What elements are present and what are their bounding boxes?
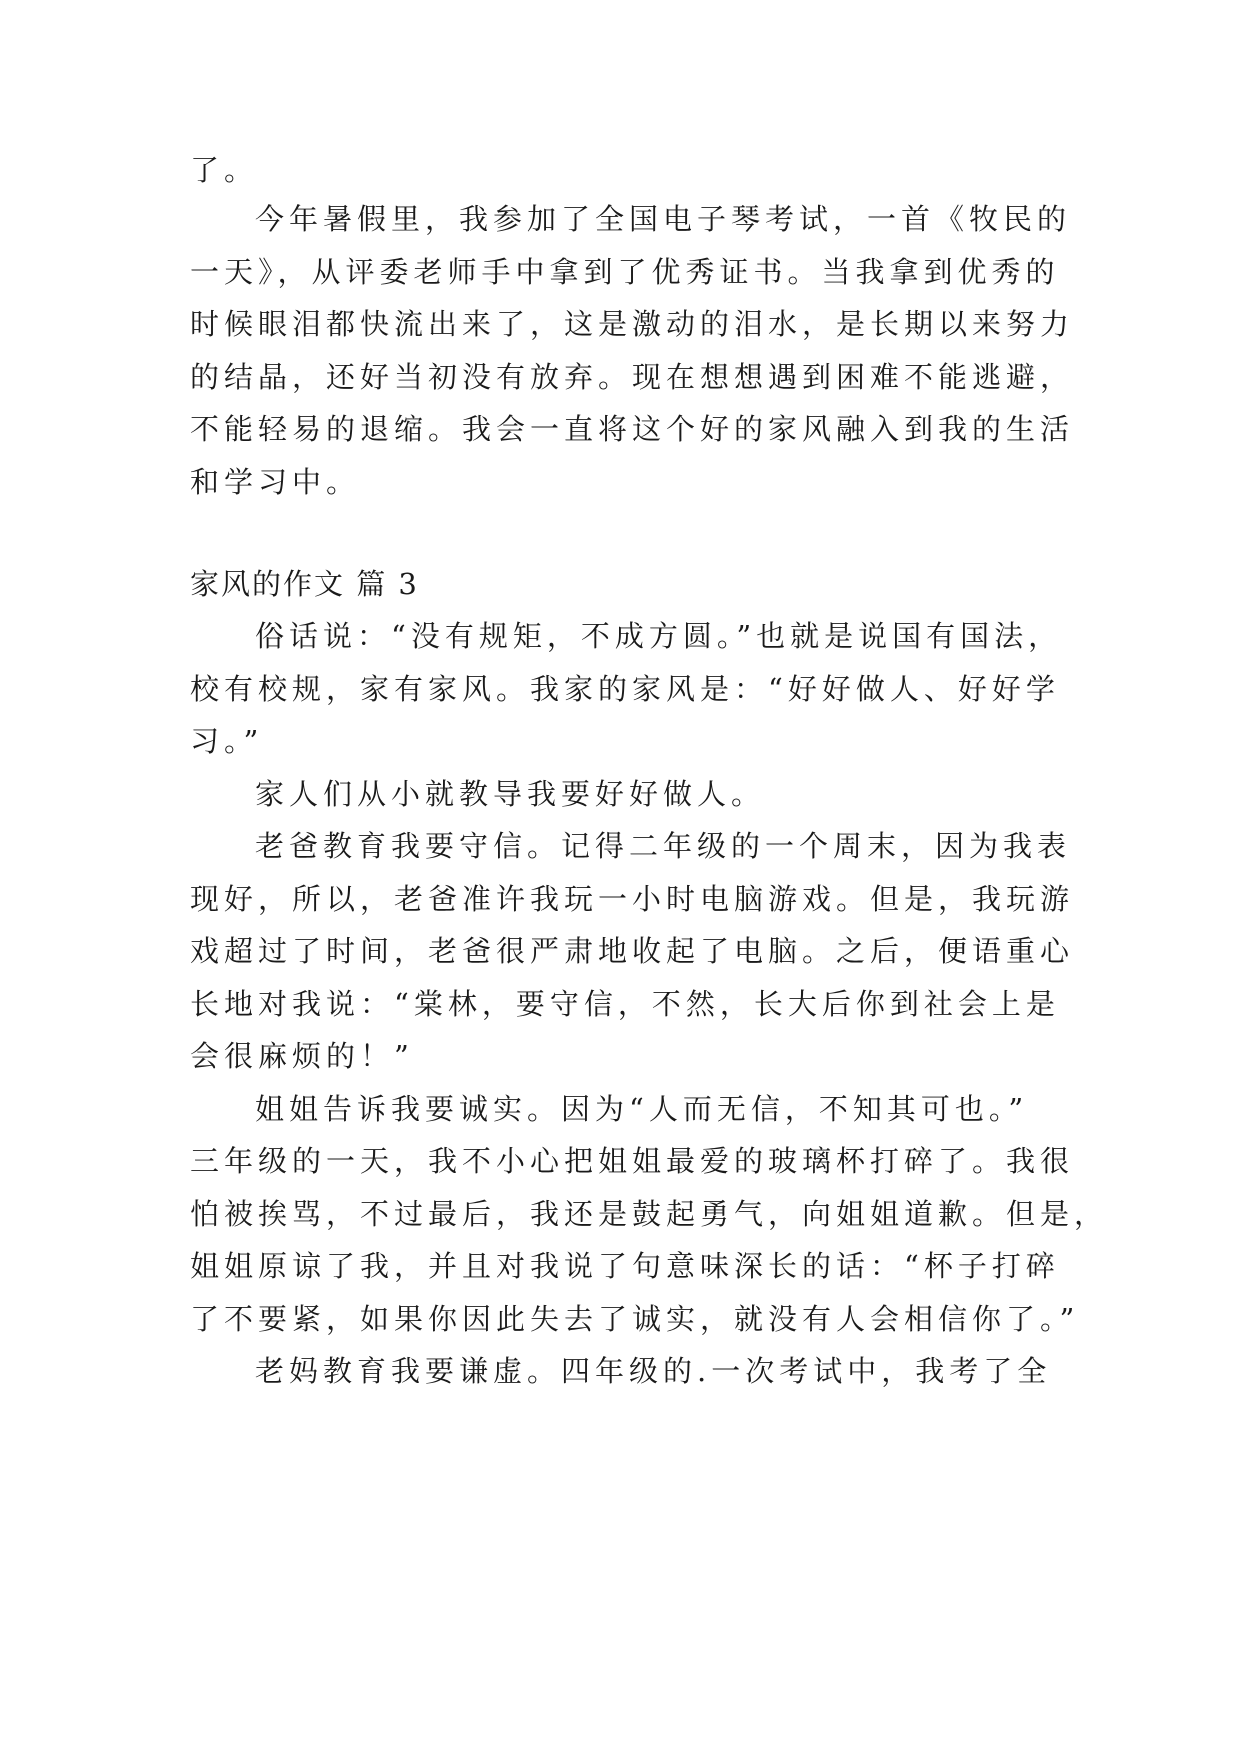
text-line: 现好，所以，老爸准许我玩一小时电脑游戏。但是，我玩游 (190, 882, 1075, 916)
text-line: 会很麻烦的！” (190, 1039, 414, 1073)
text-line: 校有校规，家有家风。我家的家风是：“好好做人、好好学 (190, 672, 1060, 706)
text-line: 的结晶，还好当初没有放弃。现在想想遇到困难不能逃避， (190, 360, 1075, 394)
text-line: 家人们从小就教导我要好好做人。 (255, 777, 766, 811)
text-line: 老妈教育我要谦虚。四年级的.一次考试中，我考了全 (255, 1354, 1052, 1388)
text-line: 姐姐告诉我要诚实。因为“人而无信，不知其可也。” (255, 1092, 1029, 1126)
text-line: 俗话说：“没有规矩，不成方圆。”也就是说国有国法， (255, 619, 1063, 653)
text-line: 一天》，从评委老师手中拿到了优秀证书。当我拿到优秀的 (190, 255, 1060, 289)
text-line: 和学习中。 (190, 465, 361, 499)
text-line: 了不要紧，如果你因此失去了诚实，就没有人会相信你了。” (190, 1302, 1080, 1336)
text-line: 三年级的一天，我不小心把姐姐最爱的玻璃杯打碎了。我很 (190, 1144, 1075, 1178)
text-line: 戏超过了时间，老爸很严肃地收起了电脑。之后，便语重心 (190, 934, 1075, 968)
text-line: 怕被挨骂，不过最后，我还是鼓起勇气，向姐姐道歉。但是， (190, 1197, 1109, 1231)
text-line: 今年暑假里，我参加了全国电子琴考试，一首《牧民的 (255, 202, 1072, 236)
text-line: 长地对我说：“棠林，要守信，不然，长大后你到社会上是 (190, 987, 1060, 1021)
text-line: 时候眼泪都快流出来了，这是激动的泪水，是长期以来努力 (190, 307, 1075, 341)
text-line: 不能轻易的退缩。我会一直将这个好的家风融入到我的生活 (190, 412, 1075, 446)
text-line: 老爸教育我要守信。记得二年级的一个周末，因为我表 (255, 829, 1072, 863)
text-line: 习。” (190, 724, 264, 758)
continuation-line: 了。 (190, 153, 259, 187)
section-heading: 家风的作文 篇 3 (190, 567, 419, 601)
text-line: 姐姐原谅了我，并且对我说了句意味深长的话：“杯子打碎 (190, 1249, 1060, 1283)
